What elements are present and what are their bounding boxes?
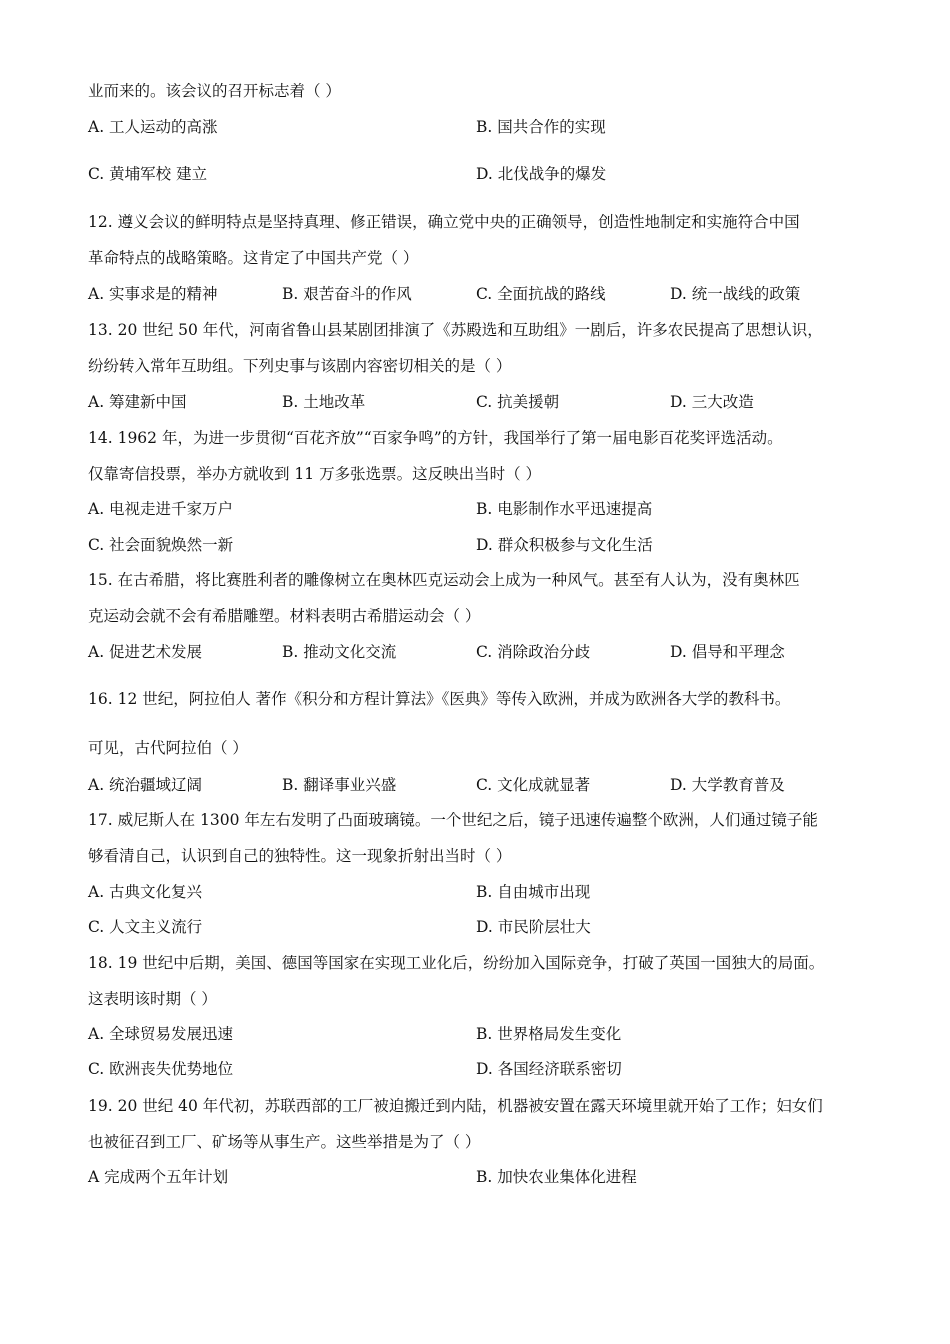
q15-option-d: D. 倡导和平理念 [670,643,785,661]
q19-stem-line-1: 19. 20 世纪 40 年代初，苏联西部的工厂被迫搬迁到内陆，机器被安置在露天环境里就开始了工作；妇女们 [88,1097,823,1115]
q16-option-a: A. 统治疆域辽阔 [88,776,203,794]
q19-stem-line-2: 也被征召到工厂、矿场等从事生产。这些举措是为了（ ） [88,1133,481,1151]
q14-option-b: B. 电影制作水平迅速提高 [476,500,653,518]
q16-stem-line-1: 16. 12 世纪，阿拉伯人 著作《积分和方程计算法》《医典》等传入欧洲，并成为欧洲各大学的教科书。 [88,690,791,708]
q13-stem-line-2: 纷纷转入常年互助组。下列史事与该剧内容密切相关的是（ ） [88,357,512,375]
q11-option-a: A. 工人运动的高涨 [88,118,218,136]
q11-option-d: D. 北伐战争的爆发 [476,165,607,183]
q13-stem-line-1: 13. 20 世纪 50 年代，河南省鲁山县某剧团排演了《苏殿选和互助组》一剧后，许多农民提高了思想认识， [88,321,823,339]
q14-option-a: A. 电视走进千家万户 [88,500,234,518]
q13-option-c: C. 抗美援朝 [476,393,560,411]
q11-stem-end: 业而来的。该会议的召开标志着（ ） [88,82,341,100]
q12-stem-line-2: 革命特点的战略策略。这肯定了中国共产党（ ） [88,249,419,267]
q14-option-c: C. 社会面貌焕然一新 [88,536,234,554]
q14-stem-line-2: 仅靠寄信投票，举办方就收到 11 万多张选票。这反映出当时（ ） [88,465,542,483]
q18-stem-line-2: 这表明该时期（ ） [88,990,217,1008]
q18-option-c: C. 欧洲丧失优势地位 [88,1060,234,1078]
q17-option-c: C. 人文主义流行 [88,918,203,936]
q15-option-b: B. 推动文化交流 [282,643,397,661]
q19-option-b: B. 加快农业集体化进程 [476,1168,637,1186]
q12-option-a: A. 实事求是的精神 [88,285,218,303]
q19-option-a: A 完成两个五年计划 [88,1168,229,1186]
q15-stem-line-2: 克运动会就不会有希腊雕塑。材料表明古希腊运动会（ ） [88,607,481,625]
q11-option-c: C. 黄埔军校 建立 [88,165,208,183]
q18-option-d: D. 各国经济联系密切 [476,1060,622,1078]
q12-option-d: D. 统一战线的政策 [670,285,801,303]
q13-option-d: D. 三大改造 [670,393,754,411]
q17-stem-line-1: 17. 威尼斯人在 1300 年左右发明了凸面玻璃镜。一个世纪之后，镜子迅速传遍整个欧洲，人们通过镜子能 [88,811,818,829]
q17-stem-line-2: 够看清自己，认识到自己的独特性。这一现象折射出当时（ ） [88,847,512,865]
q18-stem-line-1: 18. 19 世纪中后期，美国、德国等国家在实现工业化后，纷纷加入国际竞争，打破了英国一国独大的局面。 [88,954,825,972]
q16-option-d: D. 大学教育普及 [670,776,785,794]
q13-option-a: A. 筹建新中国 [88,393,187,411]
q15-stem-line-1: 15. 在古希腊，将比赛胜利者的雕像树立在奥林匹克运动会上成为一种风气。甚至有人认为，没有奥林匹 [88,571,800,589]
q18-option-b: B. 世界格局发生变化 [476,1025,622,1043]
q14-stem-line-1: 14. 1962 年，为进一步贯彻“百花齐放”“百家争鸣”的方针，我国举行了第一届电影百花奖评选活动。 [88,429,783,447]
q17-option-b: B. 自由城市出现 [476,883,591,901]
q12-option-c: C. 全面抗战的路线 [476,285,606,303]
q16-stem-line-2: 可见，古代阿拉伯（ ） [88,739,248,757]
q14-option-d: D. 群众积极参与文化生活 [476,536,653,554]
q12-option-b: B. 艰苦奋斗的作风 [282,285,412,303]
q16-option-c: C. 文化成就显著 [476,776,591,794]
q12-stem-line-1: 12. 遵义会议的鲜明特点是坚持真理、修正错误，确立党中央的正确领导，创造性地制定和实施符合中国 [88,213,800,231]
q13-option-b: B. 土地改革 [282,393,366,411]
q16-option-b: B. 翻译事业兴盛 [282,776,397,794]
q17-option-a: A. 古典文化复兴 [88,883,203,901]
q15-option-a: A. 促进艺术发展 [88,643,203,661]
q11-option-b: B. 国共合作的实现 [476,118,606,136]
q18-option-a: A. 全球贸易发展迅速 [88,1025,234,1043]
q17-option-d: D. 市民阶层壮大 [476,918,591,936]
q15-option-c: C. 消除政治分歧 [476,643,591,661]
